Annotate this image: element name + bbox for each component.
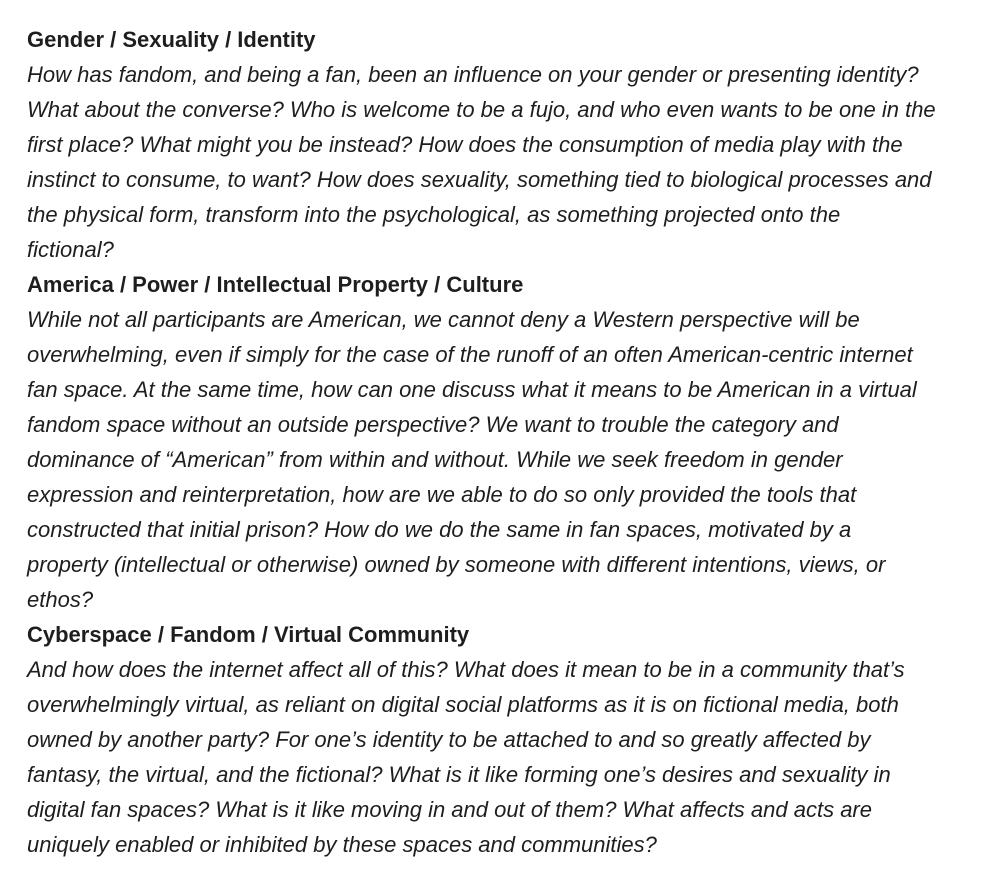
paragraph-line: overwhelmingly virtual, as reliant on digital social platforms as it is on fictional media, both <box>27 692 899 717</box>
section-america-power-culture <box>27 267 987 617</box>
paragraph-line: property (intellectual or otherwise) owned by someone with different intentions, views, or <box>27 552 886 577</box>
paragraph-line: expression and reinterpretation, how are we able to do so only provided the tools that <box>27 482 857 507</box>
section-paragraph <box>27 302 987 617</box>
paragraph-line: What about the converse? Who is welcome to be a fujo, and who even wants to be one in the <box>27 97 936 122</box>
section-cyberspace-fandom-community <box>27 617 987 862</box>
paragraph-line: dominance of “American” from within and without. While we seek freedom in gender <box>27 447 843 472</box>
paragraph-line: uniquely enabled or inhibited by these spaces and communities? <box>27 832 657 857</box>
section-paragraph <box>27 652 987 862</box>
paragraph-line: fan space. At the same time, how can one discuss what it means to be American in a virtual <box>27 377 917 402</box>
paragraph-line: the physical form, transform into the psychological, as something projected onto the <box>27 202 841 227</box>
paragraph-line: fandom space without an outside perspective? We want to trouble the category and <box>27 412 839 437</box>
paragraph-line: constructed that initial prison? How do we do the same in fan spaces, motivated by a <box>27 517 852 542</box>
paragraph-line: overwhelming, even if simply for the case of the runoff of an often American-centric internet <box>27 342 913 367</box>
section-heading: America / Power / Intellectual Property / Culture <box>27 272 524 297</box>
paragraph-line: first place? What might you be instead? How does the consumption of media play with the <box>27 132 903 157</box>
paragraph-line: And how does the internet affect all of this? What does it mean to be in a community that’s <box>27 657 905 682</box>
paragraph-line: owned by another party? For one’s identity to be attached to and so greatly affected by <box>27 727 871 752</box>
section-paragraph <box>27 57 987 267</box>
paragraph-line: digital fan spaces? What is it like moving in and out of them? What affects and acts are <box>27 797 872 822</box>
section-gender-sexuality-identity <box>27 22 987 267</box>
document-body <box>27 22 987 862</box>
paragraph-line: instinct to consume, to want? How does sexuality, something tied to biological processes and <box>27 167 932 192</box>
paragraph-line: How has fandom, and being a fan, been an influence on your gender or presenting identity? <box>27 62 919 87</box>
paragraph-line: fictional? <box>27 237 114 262</box>
paragraph-line: fantasy, the virtual, and the fictional? What is it like forming one’s desires and sexuality in <box>27 762 891 787</box>
section-heading: Cyberspace / Fandom / Virtual Community <box>27 622 470 647</box>
paragraph-line: ethos? <box>27 587 94 612</box>
paragraph-line: While not all participants are American, we cannot deny a Western perspective will be <box>27 307 860 332</box>
section-heading: Gender / Sexuality / Identity <box>27 27 316 52</box>
